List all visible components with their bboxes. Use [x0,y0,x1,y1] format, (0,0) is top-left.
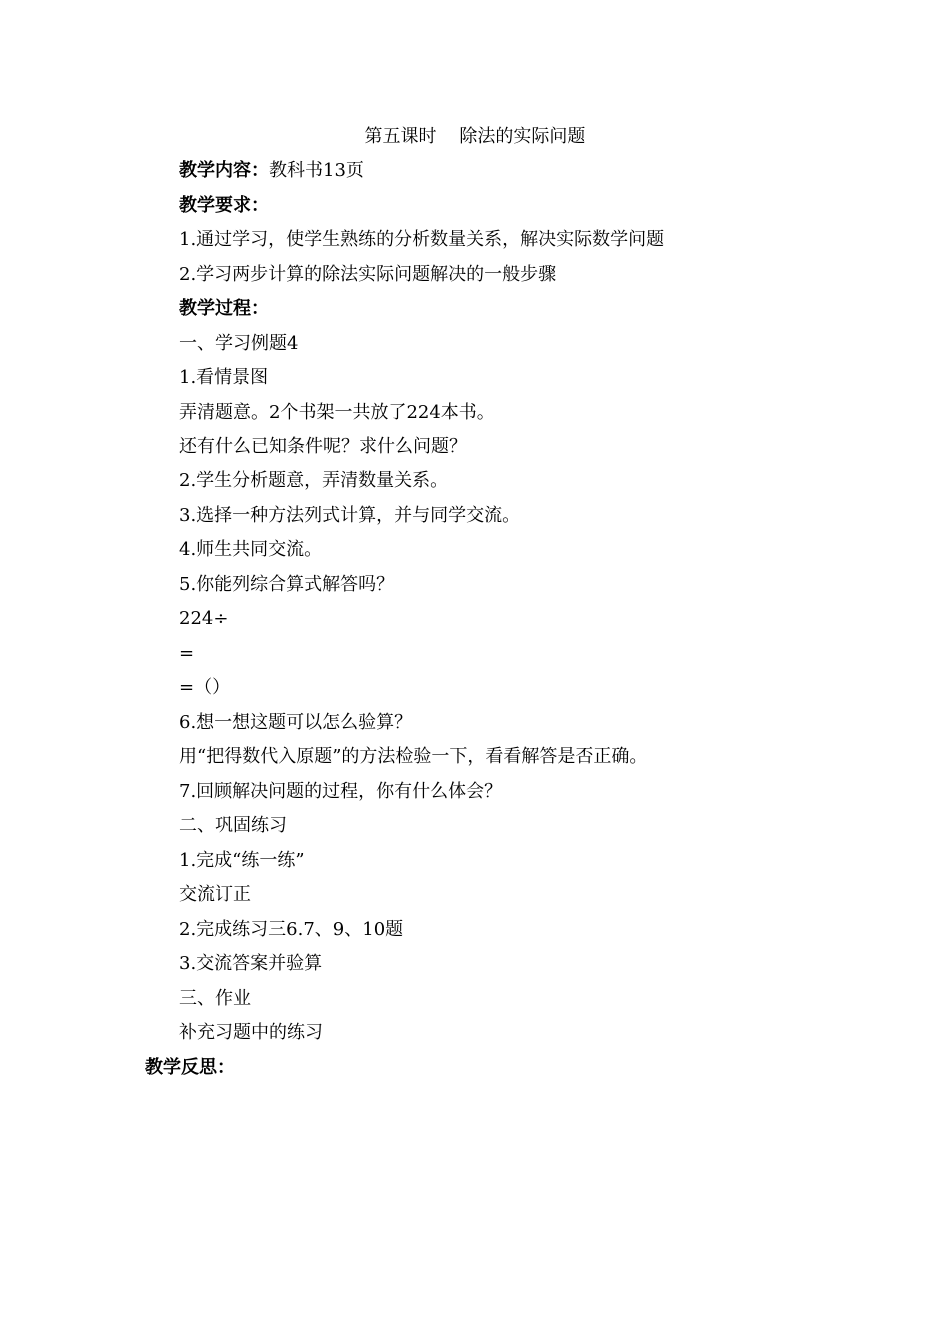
requirement-item: 1.通过学习，使学生熟练的分析数量关系，解决实际数学问题 [179,229,665,250]
process-step: 7.回顾解决问题的过程，你有什么体会？ [179,781,503,802]
process-step: 4.师生共同交流。 [179,539,323,560]
process-step: 补充习题中的练习 [179,1022,323,1043]
requirement-item: 2.学习两步计算的除法实际问题解决的一般步骤 [179,264,557,285]
process-step: 3.交流答案并验算 [179,953,323,974]
process-step: 用“把得数代入原题”的方法检验一下，看看解答是否正确。 [179,746,648,767]
formula-line: = [179,643,195,664]
formula-line: =（） [179,677,231,698]
process-label: 教学过程： [179,298,269,319]
process-step: 1.完成“练一练” [179,850,305,871]
process-step: 5.你能列综合算式解答吗？ [179,574,395,595]
process-step: 2.完成练习三6.7、9、10题 [179,919,404,940]
lesson-title: 第五课时 除法的实际问题 [364,126,586,147]
section-heading: 三、作业 [179,988,251,1009]
process-step: 6.想一想这题可以怎么验算？ [179,712,413,733]
content-value: 教科书13页 [269,160,364,181]
process-step: 弄清题意。2个书架一共放了224本书。 [179,402,495,423]
formula-line: 224÷ [179,608,229,629]
process-step: 3.选择一种方法列式计算，并与同学交流。 [179,505,521,526]
requirements-label: 教学要求： [179,195,269,216]
section-heading: 一、学习例题4 [179,333,299,354]
section-heading: 二、巩固练习 [179,815,287,836]
reflection-label: 教学反思： [145,1057,235,1078]
process-step: 2.学生分析题意，弄清数量关系。 [179,470,449,491]
content-label: 教学内容： [179,160,269,181]
process-step: 还有什么已知条件呢？求什么问题？ [179,436,467,457]
content-line [179,158,364,184]
process-step: 交流订正 [179,884,251,905]
process-step: 1.看情景图 [179,367,269,388]
